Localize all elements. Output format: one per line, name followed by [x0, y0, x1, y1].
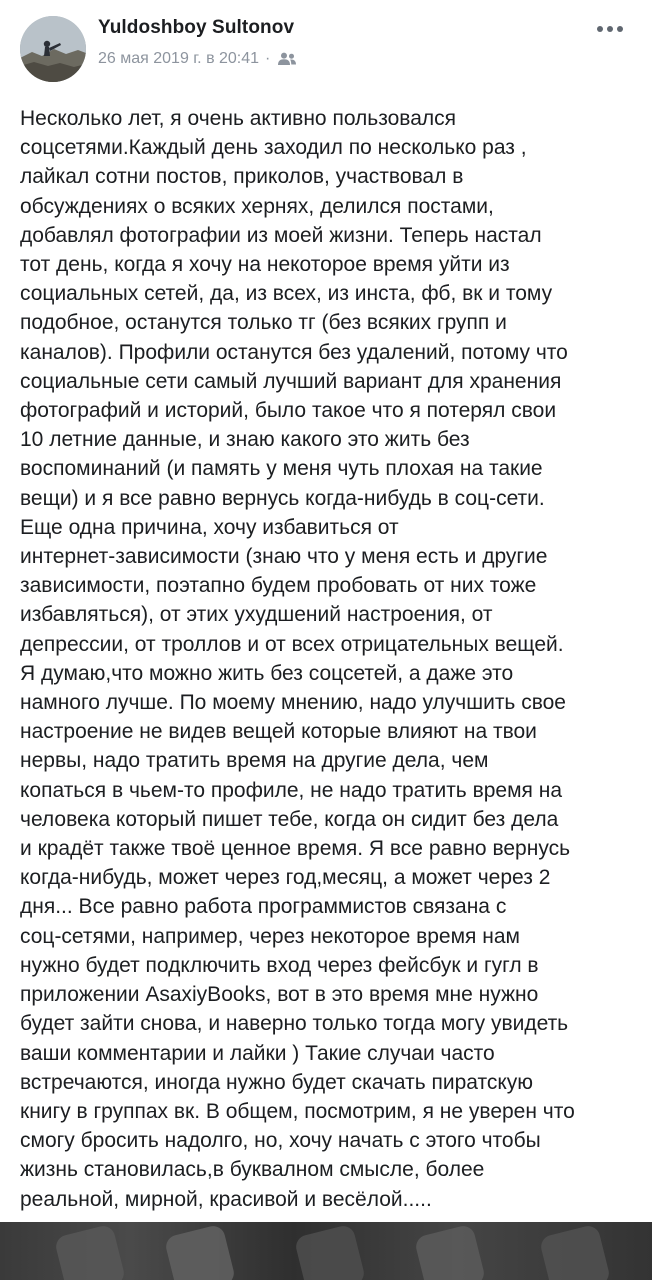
author-name[interactable]: Yuldoshboy Sultonov [98, 17, 295, 38]
app-tile-image [414, 1224, 487, 1280]
avatar-photo [20, 16, 86, 82]
app-tile-image [54, 1224, 127, 1280]
more-options-icon [607, 26, 613, 32]
author-avatar[interactable] [20, 16, 86, 82]
post-image-preview[interactable] [0, 1222, 652, 1280]
app-tile-image [294, 1224, 367, 1280]
post-meta [98, 50, 297, 68]
app-tile-image [539, 1224, 612, 1280]
friends-icon[interactable] [277, 52, 297, 66]
app-tile-image [164, 1224, 237, 1280]
more-options-icon [597, 26, 603, 32]
more-options-button[interactable] [590, 14, 630, 44]
post-timestamp[interactable]: 26 мая 2019 г. в 20:41 [98, 50, 260, 67]
post-header [0, 0, 652, 90]
more-options-icon [617, 26, 623, 32]
post-body-text: Несколько лет, я очень активно пользовался соцсетями.Каждый день заходил по несколько раз , лайкал сотни постов, приколов, участвовал в обсуждениях о всяких хернях, делился постами, добавлял фотографии из моей жизни. Теперь настал тот день, когда я хочу на некоторое время уйти из социальных сетей, да, из всех, из инста, фб, вк и тому подобное, останутся только тг (без всяких групп и каналов). Профили останутся без удалений, потому что социальные сети самый лучший вариант для хранения фотографий и историй, было такое что я потерял свои 10 летние данные, и знаю какого это жить без воспоминаний (и память у меня чуть плохая на такие вещи) и я все равно вернусь когда-нибудь в соц-сети. Еще одна причина, хочу избавиться от интернет-зависимости (знаю что у меня есть и другие зависимости, поэтапно будем пробовать от них тоже избавляться), от этих ухудшений настроения, от депрессии, от троллов и от всех отрицательных вещей. Я думаю,что можно жить без соцсетей, а даже это намного лучше. По моему мнению, надо улучшить свое настроение не видев вещей которые влияют на твои нервы, надо тратить время на другие дела, чем копаться в чьем-то профиле, не надо тратить время на человека который пишет тебе, когда он сидит без дела и крадёт также твоё ценное время. Я все равно вернусь когда-нибудь, может через год,месяц, а может через 2 дня... Все равно работа программистов связана с соц-сетями, например, через некоторое время нам нужно будет подключить вход через фейсбук и гугл в приложении AsaxiyBooks, вот в это время мне нужно будет зайти снова, и наверно только тогда могу увидеть ваши комментарии и лайки ) Такие случаи часто встречаются, иногда нужно будет скачать пиратскую книгу в группах вк. В общем, посмотрим, я не уверен что смогу бросить надолго, но, хочу начать с этого чтобы жизнь становилась,в буквалном смысле, более реальной, мирной, красивой и весёлой..... [20, 107, 575, 1211]
meta-separator: · [265, 50, 271, 67]
